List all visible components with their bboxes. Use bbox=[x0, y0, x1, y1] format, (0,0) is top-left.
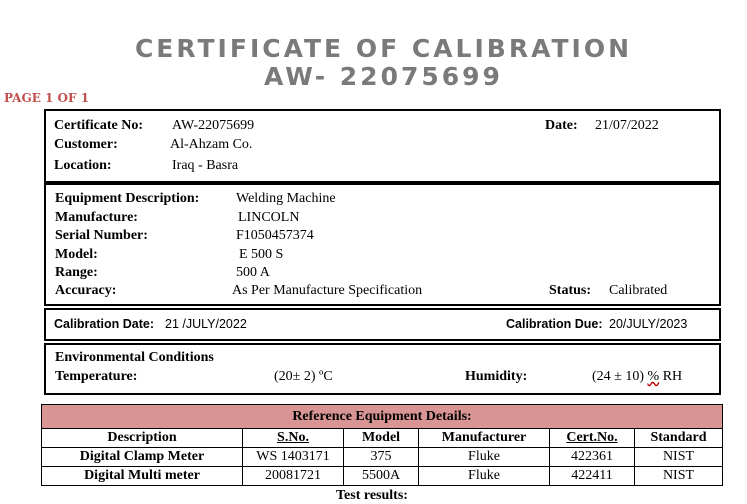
table-cell: 422411 bbox=[550, 467, 635, 486]
humidity-unit: RH bbox=[662, 369, 683, 384]
model-label: Model: bbox=[55, 247, 98, 262]
manufacture-label: Manufacture: bbox=[55, 210, 138, 225]
equipment-description-value: Welding Machine bbox=[236, 191, 336, 206]
cert-no-label: Certificate No: bbox=[54, 118, 144, 133]
temperature-label: Temperature: bbox=[55, 369, 138, 384]
page-indicator: PAGE 1 OF 1 bbox=[4, 91, 90, 105]
location-value: Iraq - Basra bbox=[172, 158, 239, 173]
table-cell: Digital Multi meter bbox=[42, 467, 243, 486]
calibration-date-value: 21 /JULY/2022 bbox=[165, 317, 247, 331]
manufacture-value: LINCOLN bbox=[238, 210, 300, 225]
column-header: Description bbox=[42, 429, 243, 448]
table-cell: NIST bbox=[635, 448, 723, 467]
calibration-dates-box bbox=[45, 309, 720, 340]
customer-info-box bbox=[45, 110, 720, 182]
serial-number-label: Serial Number: bbox=[55, 228, 148, 243]
accuracy-label: Accuracy: bbox=[55, 283, 117, 298]
column-header: S.No. bbox=[243, 429, 344, 448]
certificate-title: CERTIFICATE OF CALIBRATION bbox=[134, 34, 633, 63]
status-label: Status: bbox=[549, 283, 592, 298]
accuracy-value: As Per Manufacture Specification bbox=[232, 283, 423, 298]
location-label: Location: bbox=[54, 158, 112, 173]
customer-value: Al-Ahzam Co. bbox=[170, 137, 253, 152]
table-cell: 422361 bbox=[550, 448, 635, 467]
table-cell: WS 1403171 bbox=[243, 448, 344, 467]
date-label: Date: bbox=[545, 118, 578, 133]
environment-heading: Environmental Conditions bbox=[55, 350, 214, 365]
calibration-due-label: Calibration Due: bbox=[506, 317, 603, 331]
reference-table-title: Reference Equipment Details: bbox=[42, 405, 723, 429]
equipment-description-label: Equipment Description: bbox=[55, 191, 200, 206]
table-cell: Digital Clamp Meter bbox=[42, 448, 243, 467]
cert-no-value: AW-22075699 bbox=[172, 118, 255, 133]
date-value: 21/07/2022 bbox=[595, 118, 659, 133]
range-value: 500 A bbox=[236, 265, 270, 280]
serial-number-value: F1050457374 bbox=[236, 228, 314, 243]
column-header: Manufacturer bbox=[419, 429, 550, 448]
table-row bbox=[42, 448, 723, 467]
humidity-label: Humidity: bbox=[465, 369, 528, 384]
table-cell: 20081721 bbox=[243, 467, 344, 486]
certificate-number-title: AW- 22075699 bbox=[264, 62, 503, 91]
table-cell: Fluke bbox=[419, 467, 550, 486]
customer-label: Customer: bbox=[54, 137, 118, 152]
humidity-value bbox=[592, 369, 682, 385]
environment-box bbox=[45, 344, 720, 394]
humidity-percent: % bbox=[647, 369, 660, 384]
test-results-label: Test results: bbox=[336, 488, 408, 503]
table-cell: NIST bbox=[635, 467, 723, 486]
calibration-date-label: Calibration Date: bbox=[54, 317, 155, 331]
humidity-range: (24 ± 10) bbox=[592, 369, 648, 384]
table-cell: 5500A bbox=[344, 467, 419, 486]
equipment-info-box bbox=[45, 184, 720, 305]
reference-equipment-table bbox=[41, 404, 723, 486]
table-cell: 375 bbox=[344, 448, 419, 467]
temperature-value: (20± 2) ºC bbox=[274, 369, 333, 384]
table-cell: Fluke bbox=[419, 448, 550, 467]
column-header: Cert.No. bbox=[550, 429, 635, 448]
calibration-due-value: 20/JULY/2023 bbox=[609, 317, 688, 331]
status-value: Calibrated bbox=[609, 283, 668, 298]
table-row bbox=[42, 467, 723, 486]
range-label: Range: bbox=[55, 265, 98, 280]
model-value: E 500 S bbox=[239, 247, 284, 262]
table-header-row bbox=[42, 429, 723, 448]
column-header: Model bbox=[344, 429, 419, 448]
column-header: Standard bbox=[635, 429, 723, 448]
